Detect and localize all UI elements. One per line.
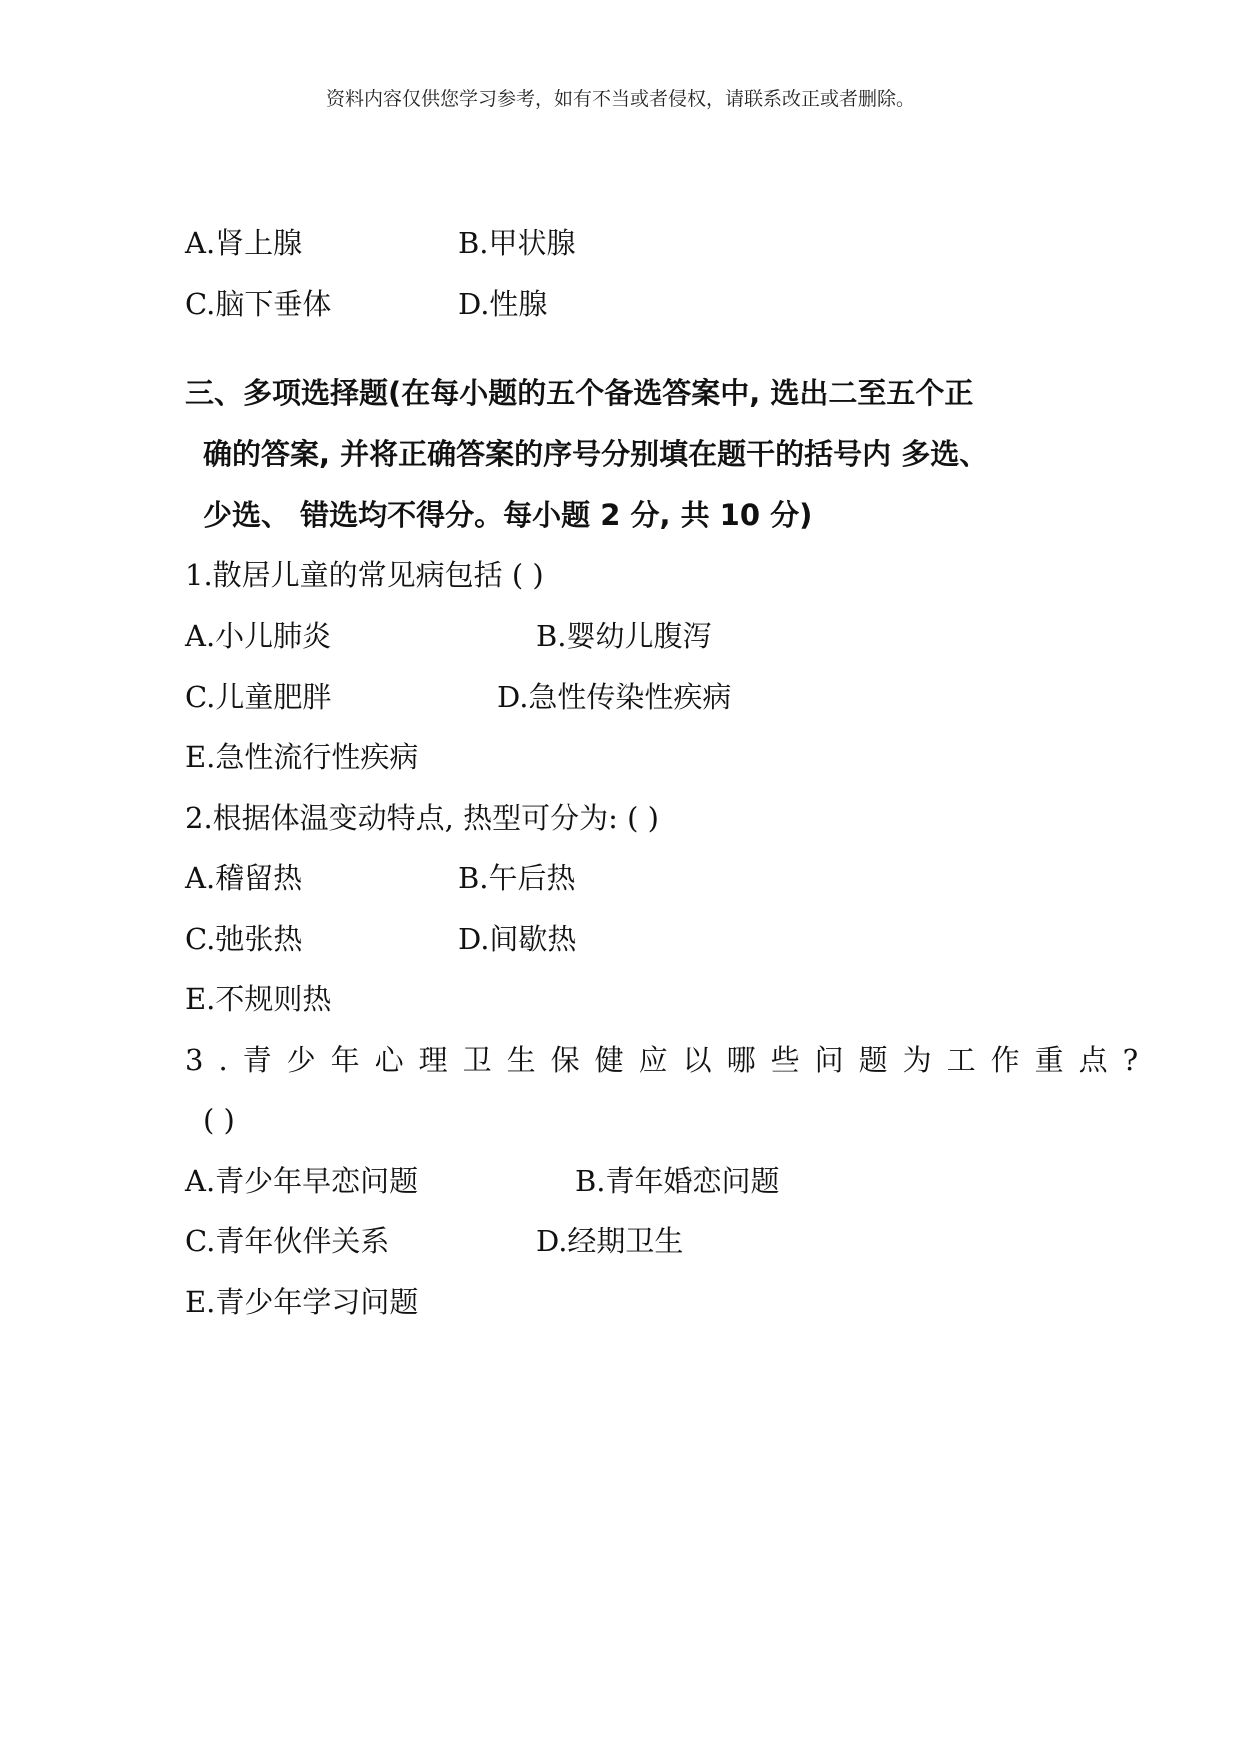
prev-option-c: C.脑下垂体 <box>185 287 332 321</box>
question-2-option-c: C.弛张热 <box>185 922 303 956</box>
question-1-option-b: B.婴幼儿腹泻 <box>536 619 712 653</box>
question-2-option-b: B.午后热 <box>458 861 576 895</box>
page-header-notice: 资料内容仅供您学习参考，如有不当或者侵权，请联系改正或者删除。 <box>325 88 915 110</box>
question-1-option-c: C.儿童肥胖 <box>185 680 332 714</box>
question-3-option-b: B.青年婚恋问题 <box>575 1164 780 1198</box>
prev-option-b: B.甲状腺 <box>458 226 576 260</box>
question-1-option-e: E.急性流行性疾病 <box>185 740 419 774</box>
question-2-stem: 2.根据体温变动特点, 热型可分为: ( ) <box>185 801 659 835</box>
question-2-option-a: A.稽留热 <box>185 861 303 895</box>
question-1-stem: 1.散居儿童的常见病包括 ( ) <box>185 558 544 592</box>
question-3-stem-continued: ( ) <box>203 1103 235 1137</box>
section-heading-line-1: 三、多项选择题(在每小题的五个备选答案中, 选出二至五个正 <box>185 376 974 410</box>
question-3-option-d: D.经期卫生 <box>536 1224 684 1258</box>
section-heading-line-3: 少选、 错选均不得分。每小题 2 分, 共 10 分) <box>203 498 813 532</box>
prev-option-a: A.肾上腺 <box>185 226 303 260</box>
question-3-option-a: A.青少年早恋问题 <box>185 1164 419 1198</box>
question-1-option-d: D.急性传染性疾病 <box>497 680 732 714</box>
question-3-stem: 3.青少年心理卫生保健应以哪些问题为工作重点? <box>185 1043 1154 1077</box>
question-3-option-c: C.青年伙伴关系 <box>185 1224 390 1258</box>
question-2-option-d: D.间歇热 <box>458 922 577 956</box>
question-1-option-a: A.小儿肺炎 <box>185 619 332 653</box>
prev-option-d: D.性腺 <box>458 287 548 321</box>
question-3-option-e: E.青少年学习问题 <box>185 1285 419 1319</box>
section-heading-line-2: 确的答案, 并将正确答案的序号分别填在题干的括号内 多选、 <box>203 437 989 471</box>
question-2-option-e: E.不规则热 <box>185 982 332 1016</box>
